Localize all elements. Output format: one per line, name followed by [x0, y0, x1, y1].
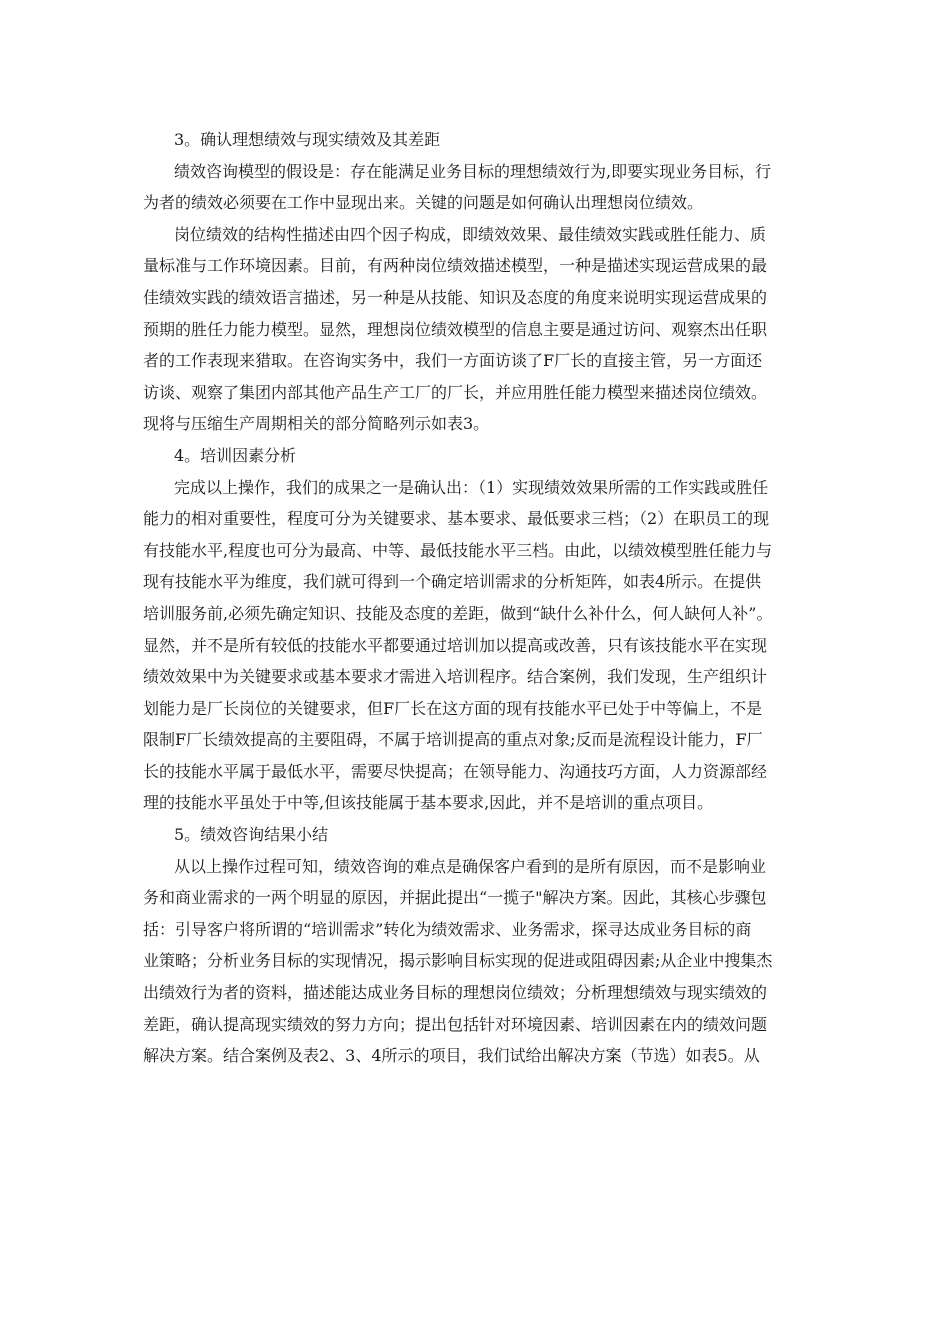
text-line: 限制F厂长绩效提高的主要阻碍，不属于培训提高的重点对象;反而是流程设计能力，F厂 [143, 730, 763, 750]
text-line: 岗位绩效的结构性描述由四个因子构成，即绩效效果、最佳绩效实践或胜任能力、质 [174, 224, 767, 244]
text-line: 3。确认理想绩效与现实绩效及其差距 [174, 130, 441, 149]
text-line: 绩效咨询模型的假设是：存在能满足业务目标的理想绩效行为,即要实现业务目标，行 [174, 161, 772, 181]
text-line: 培训服务前,必须先确定知识、技能及态度的差距，做到“缺什么补什么，何人缺何人补”。 [143, 603, 773, 623]
text-line: 预期的胜任力能力模型。显然，理想岗位绩效模型的信息主要是通过访问、观察杰出任职 [143, 319, 768, 339]
text-line: 为者的绩效必须要在工作中显现出来。关键的问题是如何确认出理想岗位绩效。 [143, 193, 704, 213]
text-line: 业策略；分析业务目标的实现情况，揭示影响目标实现的促进或阻碍因素;从企业中搜集杰 [143, 951, 773, 971]
body-paragraph [143, 472, 813, 820]
text-line: 括：引导客户将所谓的“培训需求”转化为绩效需求、业务需求，探寻达成业务目标的商 [143, 919, 752, 939]
section-heading [143, 440, 813, 472]
text-line: 完成以上操作，我们的成果之一是确认出：（1）实现绩效效果所需的工作实践或胜任 [174, 477, 769, 497]
text-line: 4。培训因素分析 [174, 445, 297, 465]
text-line: 佳绩效实践的绩效语言描述，另一种是从技能、知识及态度的角度来说明实现运营成果的 [143, 287, 768, 307]
text-line: 理的技能水平虽处于中等,但该技能属于基本要求,因此，并不是培训的重点项目。 [143, 793, 714, 813]
text-line: 者的工作表现来猎取。在咨询实务中，我们一方面访谈了F厂长的直接主管，另一方面还 [143, 351, 763, 371]
text-line: 划能力是厂长岗位的关键要求，但F厂长在这方面的现有技能水平已处于中等偏上，不是 [143, 698, 763, 718]
text-line: 访谈、观察了集团内部其他产品生产工厂的厂长，并应用胜任能力模型来描述岗位绩效。 [143, 382, 768, 402]
text-line: 差距，确认提高现实绩效的努力方向；提出包括针对环境因素、培训因素在内的绩效问题 [143, 1014, 768, 1034]
text-line: 绩效效果中为关键要求或基本要求才需进入培训程序。结合案例，我们发现，生产组织计 [143, 667, 768, 687]
text-line: 解决方案。结合案例及表2、3、4所示的项目，我们试给出解决方案（节选）如表5。从 [143, 1046, 760, 1066]
text-line: 现有技能水平为维度，我们就可得到一个确定培训需求的分析矩阵，如表4所示。在提供 [143, 572, 762, 592]
text-line: 长的技能水平属于最低水平，需要尽快提高；在领导能力、沟通技巧方面，人力资源部经 [143, 761, 768, 781]
text-line: 显然，并不是所有较低的技能水平都要通过培训加以提高或改善，只有该技能水平在实现 [143, 635, 768, 655]
section-heading [143, 819, 813, 851]
body-paragraph [143, 219, 813, 440]
text-line: 从以上操作过程可知，绩效咨询的难点是确保客户看到的是所有原因，而不是影响业 [174, 856, 767, 876]
text-line: 能力的相对重要性，程度可分为关键要求、基本要求、最低要求三档；（2）在职员工的现 [143, 509, 770, 529]
text-line: 量标准与工作环境因素。目前，有两种岗位绩效描述模型，一种是描述实现运营成果的最 [143, 256, 768, 276]
text-line: 出绩效行为者的资料，描述能达成业务目标的理想岗位绩效；分析理想绩效与现实绩效的 [143, 983, 768, 1003]
text-line: 现将与压缩生产周期相关的部分简略列示如表3。 [143, 414, 490, 434]
body-paragraph [143, 851, 813, 1072]
document-body [143, 124, 813, 1072]
text-line: 有技能水平,程度也可分为最高、中等、最低技能水平三档。由此，以绩效模型胜任能力与 [143, 540, 773, 560]
text-line: 5。绩效咨询结果小结 [174, 825, 329, 845]
body-paragraph [143, 156, 813, 219]
section-heading [143, 124, 813, 156]
text-line: 务和商业需求的一两个明显的原因，并据此提出“一揽子"解决方案。因此，其核心步骤包 [143, 888, 767, 908]
